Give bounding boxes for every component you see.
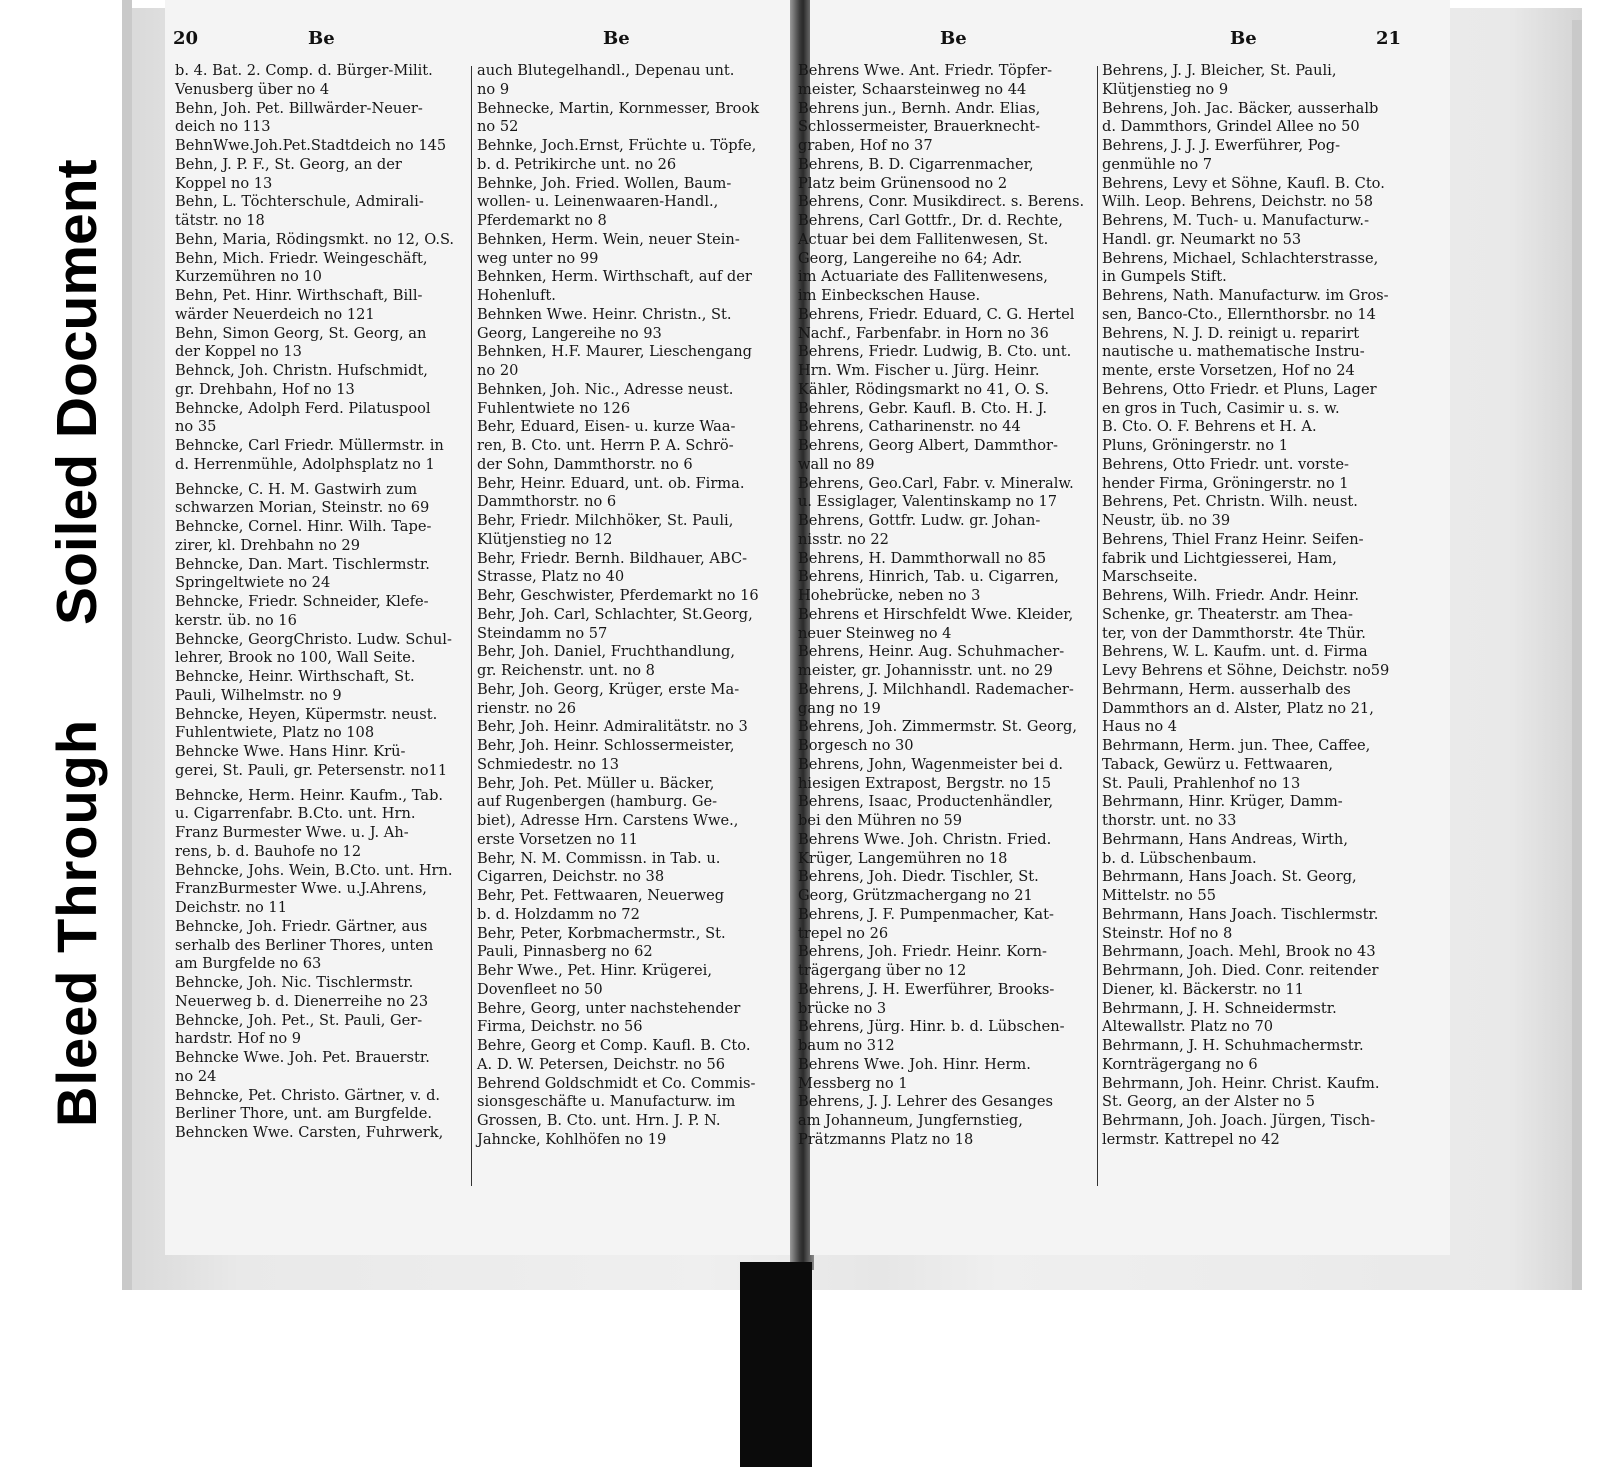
directory-entry-line: Behre, Georg, unter nachstehender [477,999,741,1017]
directory-entry-line: Behr, Joh. Daniel, Fruchthandlung, [477,643,735,661]
directory-entry-line: Behr, Eduard, Eisen- u. kurze Waa- [477,418,736,436]
left-page-column-2 [477,62,777,1150]
directory-entry-line: ter, von der Dammthorstr. 4te Thür. [1102,624,1366,642]
directory-entry-line: Behn, Maria, Rödingsmkt. no 12, O.S. [175,230,455,248]
directory-entry-line: in Gumpels Stift. [1102,268,1227,286]
right-page-column-2 [1102,62,1402,1150]
directory-entry-line: Actuar bei dem Fallitenwesen, St. [798,230,1049,248]
directory-entry-line: nautische u. mathematische Instru- [1102,343,1365,361]
directory-entry-line: Behrens Wwe. Joh. Christn. Fried. [798,830,1052,848]
directory-entry-line: Behnken, H.F. Maurer, Lieschengang [477,343,752,361]
directory-entry-line: FranzBurmester Wwe. u.J.Ahrens, [175,880,427,898]
directory-entry-line: Behn, Simon Georg, St. Georg, an [175,324,427,342]
directory-entry-line: no 20 [477,362,519,379]
directory-entry-line: u. Essiglager, Valentinskamp no 17 [798,493,1058,511]
directory-entry-line: Behrens, Heinr. Aug. Schuhmacher- [798,643,1065,661]
directory-entry-line: Behncke, Carl Friedr. Müllermstr. in [175,437,444,454]
directory-entry-line: Behrens, Hinrich, Tab. u. Cigarren, [798,568,1059,586]
directory-entry-line: genmühle no 7 [1102,155,1213,173]
directory-entry-line: Behrens, Jürg. Hinr. b. d. Lübschen- [798,1018,1065,1036]
directory-entry-line: Behrens, Levy et Söhne, Kaufl. B. Cto. [1102,174,1385,192]
directory-entry-line: Behrmann, Joh. Heinr. Christ. Kaufm. [1102,1074,1380,1092]
directory-entry-line: Behnck, Joh. Christn. Hufschmidt, [175,362,428,379]
directory-entry-line: Firma, Deichstr. no 56 [477,1018,643,1036]
directory-entry-line: Behncke, C. H. M. Gastwirh zum [175,480,418,498]
directory-entry-line: Altewallstr. Platz no 70 [1102,1018,1274,1036]
directory-entry-line: Behrens, Friedr. Eduard, C. G. Hertel [798,305,1075,323]
directory-entry-line: Nachf., Farbenfabr. in Horn no 36 [798,324,1049,342]
directory-entry-line: Behn, L. Töchterschule, Admirali- [175,193,424,211]
directory-entry-line: Behrens, Geo.Carl, Fabr. v. Mineralw. [798,474,1074,492]
directory-entry-line: ren, B. Cto. unt. Herrn P. A. Schrö- [477,437,734,454]
directory-entry-line: Neuerweg b. d. Dienerreihe no 23 [175,992,429,1010]
directory-entry-line: gr. Drehbahn, Hof no 13 [175,380,355,398]
directory-entry-line: Grossen, B. Cto. unt. Hrn. J. P. N. [477,1112,721,1129]
directory-entry-line: Behrens, Otto Friedr. unt. vorste- [1102,455,1349,473]
directory-entry-line: Behrens, Otto Friedr. et Pluns, Lager [1102,380,1377,398]
directory-entry-line: Behr, Joh. Pet. Müller u. Bäcker, [477,774,715,792]
directory-entry-line: sen, Banco-Cto., Ellernthorsbr. no 14 [1102,305,1376,323]
directory-entry-line: Behncke, Herm. Heinr. Kaufm., Tab. [175,786,444,804]
directory-entry-line: A. D. W. Petersen, Deichstr. no 56 [477,1055,726,1073]
right-page-edge [1572,20,1582,1290]
directory-entry-line: Behnke, Joh. Fried. Wollen, Baum- [477,174,732,192]
directory-entry-line: Georg, Langereihe no 64; Adr. [798,249,1023,267]
directory-entry-line: Behncke Wwe. Joh. Pet. Brauerstr. [175,1049,430,1066]
directory-entry-line: Behr, Joh. Heinr. Admiralitätstr. no 3 [477,718,748,736]
directory-entry-line: Behrens, Gebr. Kaufl. B. Cto. H. J. [798,399,1048,417]
directory-entry-line: Behrens, Joh. Zimmermstr. St. Georg, [798,718,1077,736]
directory-entry-line: Diener, kl. Bäckerstr. no 11 [1102,980,1304,998]
directory-entry-line: Schlossermeister, Brauerknecht- [798,118,1041,136]
directory-entry-line: Behrmann, Hans Joach. St. Georg, [1102,868,1357,886]
directory-entry-line: Behncke Wwe. Hans Hinr. Krü- [175,743,406,760]
directory-entry-line: Behrens, B. D. Cigarrenmacher, [798,155,1034,173]
directory-entry-line: Behr, Geschwister, Pferdemarkt no 16 [477,587,759,604]
directory-entry-line: Behr, Joh. Georg, Krüger, erste Ma- [477,680,740,698]
directory-entry-line: Cigarren, Deichstr. no 38 [477,868,665,886]
directory-entry-line: Steindamm no 57 [477,624,608,642]
directory-entry-line: Hohenluft. [477,287,556,304]
directory-entry-line: gr. Reichenstr. unt. no 8 [477,662,655,679]
directory-entry-line: Taback, Gewürz u. Fettwaaren, [1102,755,1334,773]
left-page [165,0,795,1255]
directory-entry-line: Behncke, GeorgChristo. Ludw. Schul- [175,630,452,648]
directory-entry-line: Behrens, W. L. Kaufm. unt. d. Firma [1102,643,1368,661]
directory-entry-line: Behrens, Joh. Jac. Bäcker, ausserhalb [1102,99,1379,117]
directory-entry-line: Behr, Friedr. Bernh. Bildhauer, ABC- [477,549,748,567]
directory-entry-line: Behn, J. P. F., St. Georg, an der [175,155,402,173]
directory-entry-line: wärder Neuerdeich no 121 [175,305,375,323]
directory-entry-line: Behrmann, Herm. jun. Thee, Caffee, [1102,737,1371,754]
directory-entry-line: Schenke, gr. Theaterstr. am Thea- [1102,605,1353,623]
directory-entry-line: meister, gr. Johannisstr. unt. no 29 [798,662,1053,679]
directory-entry-line: Behrens, Friedr. Ludwig, B. Cto. unt. [798,343,1072,361]
directory-entry-line: Prätzmanns Platz no 18 [798,1130,974,1148]
directory-entry-line: am Johanneum, Jungfernstieg, [798,1112,1023,1129]
directory-entry-line: Platz beim Grünensood no 2 [798,174,1008,192]
directory-entry-line: Behnken, Joh. Nic., Adresse neust. [477,380,734,398]
directory-entry-line: rienstr. no 26 [477,699,577,717]
directory-entry-line: meister, Schaarsteinweg no 44 [798,80,1027,98]
directory-entry-line: Behre, Georg et Comp. Kaufl. B. Cto. [477,1037,751,1054]
directory-entry-line: Behrens Wwe. Joh. Hinr. Herm. [798,1055,1031,1073]
directory-entry-line: Schmiedestr. no 13 [477,755,620,773]
directory-entry-line: Behrmann, J. H. Schneidermstr. [1102,999,1337,1017]
directory-entry-line: Pluns, Gröningerstr. no 1 [1102,437,1289,454]
directory-entry-line: no 24 [175,1067,217,1085]
directory-entry-line: auf Rugenbergen (hamburg. Ge- [477,793,718,811]
directory-entry-line: Behncke, Joh. Friedr. Gärtner, aus [175,917,428,935]
directory-entry-line: erste Vorsetzen no 11 [477,830,638,848]
directory-entry-line: zirer, kl. Drehbahn no 29 [175,536,360,554]
directory-entry-line: Behrens, Nath. Manufacturw. im Gros- [1102,287,1389,304]
directory-entry-line: Kähler, Rödingsmarkt no 41, O. S. [798,380,1050,398]
directory-entry-line: Behn, Pet. Hinr. Wirthschaft, Bill- [175,287,423,304]
left-page-edge [122,0,132,1290]
directory-entry-line: Dovenfleet no 50 [477,980,603,998]
directory-entry-line: Jahncke, Kohlhöfen no 19 [477,1130,667,1148]
directory-entry-line: d. Dammthors, Grindel Allee no 50 [1102,118,1360,136]
directory-entry-line: sionsgeschäfte u. Manufacturw. im [477,1093,736,1111]
directory-entry-line: Behr Wwe., Pet. Hinr. Krügerei, [477,962,712,979]
directory-entry-line: mente, erste Vorsetzen, Hof no 24 [1102,362,1355,379]
directory-entry-line: Behrens, Michael, Schlachterstrasse, [1102,249,1379,267]
directory-entry-line: Behrens, Catharinenstr. no 44 [798,418,1021,436]
directory-entry-line: Behr, Peter, Korbmachermstr., St. [477,924,726,942]
directory-entry-line: Behrens, Thiel Franz Heinr. Seifen- [1102,530,1364,548]
directory-entry-line: Behncke, Heyen, Küpermstr. neust. [175,705,438,723]
directory-entry-line: Behrmann, J. H. Schuhmachermstr. [1102,1037,1364,1054]
directory-entry-line: Behncke, Johs. Wein, B.Cto. unt. Hrn. [175,861,453,879]
directory-entry-line: Behrens, Carl Gottfr., Dr. d. Rechte, [798,212,1063,229]
directory-entry-line: Behr, Joh. Carl, Schlachter, St.Georg, [477,605,753,623]
directory-entry-line: Behnke, Joch.Ernst, Früchte u. Töpfe, [477,137,757,154]
directory-entry-line: biet), Adresse Hrn. Carstens Wwe., [477,812,739,829]
directory-entry-line: Behnken Wwe. Heinr. Christn., St. [477,305,732,323]
directory-entry-line: Georg, Grützmachergang no 21 [798,887,1033,904]
directory-entry-line: b. d. Holzdamm no 72 [477,905,640,923]
directory-entry-line: u. Cigarrenfabr. B.Cto. unt. Hrn. [175,805,416,823]
directory-entry-line: Behncken Wwe. Carsten, Fuhrwerk, [175,1124,444,1141]
directory-entry-line: Behrens, H. Dammthorwall no 85 [798,549,1047,567]
directory-entry-line: Berliner Thore, unt. am Burgfelde. [175,1105,433,1123]
directory-entry-line: Behncke, Joh. Nic. Tischlermstr. [175,974,414,991]
directory-entry-line: Behrens, J. J. Lehrer des Gesanges [798,1093,1053,1111]
directory-entry-line: lehrer, Brook no 100, Wall Seite. [175,649,416,667]
directory-entry-line: Behrens, Joh. Friedr. Heinr. Korn- [798,943,1047,961]
directory-entry-line: weg unter no 99 [477,249,599,267]
directory-entry-line: Behncke, Dan. Mart. Tischlermstr. [175,555,430,573]
directory-entry-line: Behrens, John, Wagenmeister bei d. [798,755,1064,773]
directory-entry-line: Behrens, J. H. Ewerführer, Brooks- [798,980,1055,998]
directory-entry-line: Pferdemarkt no 8 [477,212,607,229]
directory-entry-line: Koppel no 13 [175,174,273,192]
directory-entry-line: am Burgfelde no 63 [175,955,322,973]
directory-entry-line: d. Herrenmühle, Adolphsplatz no 1 [175,455,435,473]
directory-entry-line: no 35 [175,418,217,436]
directory-entry-line: Borgesch no 30 [798,737,914,754]
directory-entry-line: Behncke, Cornel. Hinr. Wilh. Tape- [175,518,432,535]
running-head-left-col1: Be [308,28,335,49]
directory-entry-line: Pauli, Pinnasberg no 62 [477,943,653,961]
directory-entry-line: Behrens jun., Bernh. Andr. Elias, [798,99,1041,117]
directory-entry-line: schwarzen Morian, Steinstr. no 69 [175,499,430,517]
directory-entry-line: hender Firma, Gröningerstr. no 1 [1102,474,1349,492]
directory-entry-line: Neustr, üb. no 39 [1102,512,1231,529]
directory-entry-line: Behrens, Gottfr. Ludw. gr. Johan- [798,512,1041,529]
directory-entry-line: Deichstr. no 11 [175,899,287,916]
directory-entry-line: Dammthorstr. no 6 [477,493,617,511]
directory-entry-line: Dammthors an d. Alster, Platz no 21, [1102,699,1374,717]
directory-entry-line: Kurzemühren no 10 [175,268,322,286]
directory-entry-line: Hohebrücke, neben no 3 [798,587,981,604]
directory-entry-line: Venusberg über no 4 [175,80,330,98]
column-rule-left [471,66,472,1186]
directory-entry-line: b. d. Lübschenbaum. [1102,849,1257,867]
directory-entry-line: Behrmann, Joh. Died. Conr. reitender [1102,962,1379,979]
directory-entry-line: Behn, Joh. Pet. Billwärder-Neuer- [175,99,423,117]
directory-entry-line: Behrens, Isaac, Productenhändler, [798,793,1054,811]
directory-entry-line: Behrens, J. Milchhandl. Rademacher- [798,680,1074,698]
directory-entry-line: hardstr. Hof no 9 [175,1030,302,1048]
directory-entry-line: en gros in Tuch, Casimir u. s. w. [1102,399,1340,417]
directory-entry-line: Behnken, Herm. Wirthschaft, auf der [477,268,752,286]
directory-entry-line: der Sohn, Dammthorstr. no 6 [477,455,693,473]
directory-entry-line: Behr, Heinr. Eduard, unt. ob. Firma. [477,474,745,492]
directory-entry-line: Behncke, Pet. Christo. Gärtner, v. d. [175,1086,441,1104]
directory-entry-line: Behr, Pet. Fettwaaren, Neuerweg [477,887,725,904]
directory-entry-line: Behrens, N. J. D. reinigt u. reparirt [1102,324,1360,342]
directory-entry-line: Behrmann, Hans Joach. Tischlermstr. [1102,905,1379,923]
bleed-through-stamp: Bleed Through [45,718,108,1127]
directory-entry-line: im Actuariate des Fallitenwesens, [798,268,1048,286]
directory-entry-line: Behr, N. M. Commissn. in Tab. u. [477,849,721,867]
directory-entry-line: Hrn. Wm. Fischer u. Jürg. Heinr. [798,362,1040,379]
directory-entry-line: b. 4. Bat. 2. Comp. d. Bürger-Milit. [175,62,433,79]
directory-entry-line: Behnecke, Martin, Kornmesser, Brook [477,99,760,117]
directory-entry-line: lermstr. Kattrepel no 42 [1102,1130,1280,1148]
directory-entry-line: trepel no 26 [798,924,889,942]
directory-entry-line: Behrens, Joh. Diedr. Tischler, St. [798,868,1039,886]
directory-entry-line: Marschseite. [1102,568,1198,586]
page-number-left: 20 [173,28,199,49]
directory-entry-line: Behrmann, Joh. Joach. Jürgen, Tisch- [1102,1112,1376,1129]
directory-entry-line: der Koppel no 13 [175,343,302,361]
directory-entry-line: Behn, Mich. Friedr. Weingeschäft, [175,249,428,267]
soiled-document-stamp: Soiled Document [45,159,109,625]
directory-entry-line: Behrens, Georg Albert, Dammthor- [798,437,1058,454]
directory-entry-line: Handl. gr. Neumarkt no 53 [1102,230,1302,248]
directory-entry-line: b. d. Petrikirche unt. no 26 [477,155,677,173]
directory-entry-line: thorstr. unt. no 33 [1102,812,1237,829]
directory-entry-line: gang no 19 [798,699,881,717]
running-head-right-col1: Be [940,28,967,49]
directory-entry-line: Behrens, Pet. Christn. Wilh. neust. [1102,493,1358,511]
directory-entry-line: Behncke, Heinr. Wirthschaft, St. [175,668,415,685]
page-number-right: 21 [1376,28,1402,49]
right-page-column-1 [798,62,1098,1150]
directory-entry-line: auch Blutegelhandl., Depenau unt. [477,62,735,79]
directory-entry-line: baum no 312 [798,1037,895,1054]
directory-entry-line: Behncke, Friedr. Schneider, Klefe- [175,593,429,610]
directory-entry-line: Behnken, Herm. Wein, neuer Stein- [477,230,740,248]
directory-entry-line: Behr, Friedr. Milchhöker, St. Pauli, [477,512,734,529]
directory-entry-line: Behrmann, Joach. Mehl, Brook no 43 [1102,943,1376,961]
directory-entry-line: brücke no 3 [798,999,887,1017]
directory-entry-line: Pauli, Wilhelmstr. no 9 [175,686,342,704]
directory-entry-line: hiesigen Extrapost, Bergstr. no 15 [798,774,1052,792]
directory-entry-line: no 52 [477,118,519,136]
directory-entry-line: Behncke, Joh. Pet., St. Pauli, Ger- [175,1011,423,1029]
directory-entry-line: St. Georg, an der Alster no 5 [1102,1093,1316,1111]
directory-entry-line: wollen- u. Leinenwaaren-Handl., [477,193,719,211]
directory-entry-line: B. Cto. O. F. Behrens et H. A. [1102,418,1317,436]
directory-entry-line: Behncke, Adolph Ferd. Pilatuspool [175,399,431,417]
directory-entry-line: Behrens et Hirschfeldt Wwe. Kleider, [798,605,1074,623]
directory-entry-line: Klütjenstieg no 9 [1102,80,1229,98]
directory-entry-line: Behrens Wwe. Ant. Friedr. Töpfer- [798,62,1053,79]
directory-entry-line: Fuhlentwiete, Platz no 108 [175,724,375,742]
directory-entry-line: neuer Steinweg no 4 [798,624,952,642]
directory-entry-line: Klütjenstieg no 12 [477,530,613,548]
directory-entry-line: Wilh. Leop. Behrens, Deichstr. no 58 [1102,193,1374,211]
directory-entry-line: Behrmann, Hinr. Krüger, Damm- [1102,793,1343,811]
left-page-column-1 [175,62,475,1143]
directory-entry-line: Behrmann, Herm. ausserhalb des [1102,680,1351,698]
directory-entry-line: Behrmann, Hans Andreas, Wirth, [1102,830,1348,848]
directory-entry-line: Strasse, Platz no 40 [477,568,625,586]
directory-entry-line: serhalb des Berliner Thores, unten [175,936,434,954]
directory-entry-line: Behrend Goldschmidt et Co. Commis- [477,1074,756,1092]
right-page [798,0,1450,1255]
directory-entry-line: tätstr. no 18 [175,212,265,229]
directory-entry-line: Kornträgergang no 6 [1102,1055,1258,1073]
directory-entry-line: deich no 113 [175,118,271,136]
directory-entry-line: rens, b. d. Bauhofe no 12 [175,842,362,860]
directory-entry-line: fabrik und Lichtgiesserei, Ham, [1102,549,1337,567]
directory-entry-line: Messberg no 1 [798,1074,908,1092]
directory-entry-line: Behrens, J. J. Bleicher, St. Pauli, [1102,62,1337,79]
directory-entry-line: Behrens, Conr. Musikdirect. s. Berens. [798,193,1085,211]
directory-entry-line: Haus no 4 [1102,718,1178,736]
directory-entry-line: im Einbeckschen Hause. [798,287,981,304]
directory-entry-line: Behrens, M. Tuch- u. Manufacturw.- [1102,212,1369,229]
directory-entry-line: Springeltwiete no 24 [175,574,331,592]
directory-entry-line: no 9 [477,80,510,98]
directory-entry-line: BehnWwe.Joh.Pet.Stadtdeich no 145 [175,137,447,154]
directory-entry-line: Franz Burmester Wwe. u. J. Ah- [175,824,409,841]
directory-entry-line: Behrens, Wilh. Friedr. Andr. Heinr. [1102,587,1360,604]
bookmark-ribbon [740,1262,812,1467]
running-head-left-col2: Be [603,28,630,49]
directory-entry-line: kerstr. üb. no 16 [175,611,297,629]
directory-entry-line: Krüger, Langemühren no 18 [798,849,1008,867]
running-head-right-col2: Be [1230,28,1257,49]
directory-entry-line: Levy Behrens et Söhne, Deichstr. no59 [1102,662,1390,679]
directory-entry-line: Fuhlentwiete no 126 [477,399,631,417]
directory-entry-line: gerei, St. Pauli, gr. Petersenstr. no11 [175,761,448,779]
directory-entry-line: Mittelstr. no 55 [1102,887,1217,904]
directory-entry-line: Georg, Langereihe no 93 [477,324,662,342]
directory-entry-line: Steinstr. Hof no 8 [1102,924,1233,942]
directory-entry-line: Behrens, J. F. Pumpenmacher, Kat- [798,905,1054,923]
directory-entry-line: graben, Hof no 37 [798,137,933,154]
directory-entry-line: wall no 89 [798,455,875,473]
directory-entry-line: Behrens, J. J. J. Ewerführer, Pog- [1102,137,1341,154]
directory-entry-line: nisstr. no 22 [798,530,889,548]
directory-entry-line: Behr, Joh. Heinr. Schlossermeister, [477,737,735,754]
directory-entry-line: St. Pauli, Prahlenhof no 13 [1102,774,1301,792]
directory-entry-line: bei den Mühren no 59 [798,812,963,829]
column-rule-right [1097,66,1098,1186]
directory-entry-line: trägergang über no 12 [798,962,967,979]
